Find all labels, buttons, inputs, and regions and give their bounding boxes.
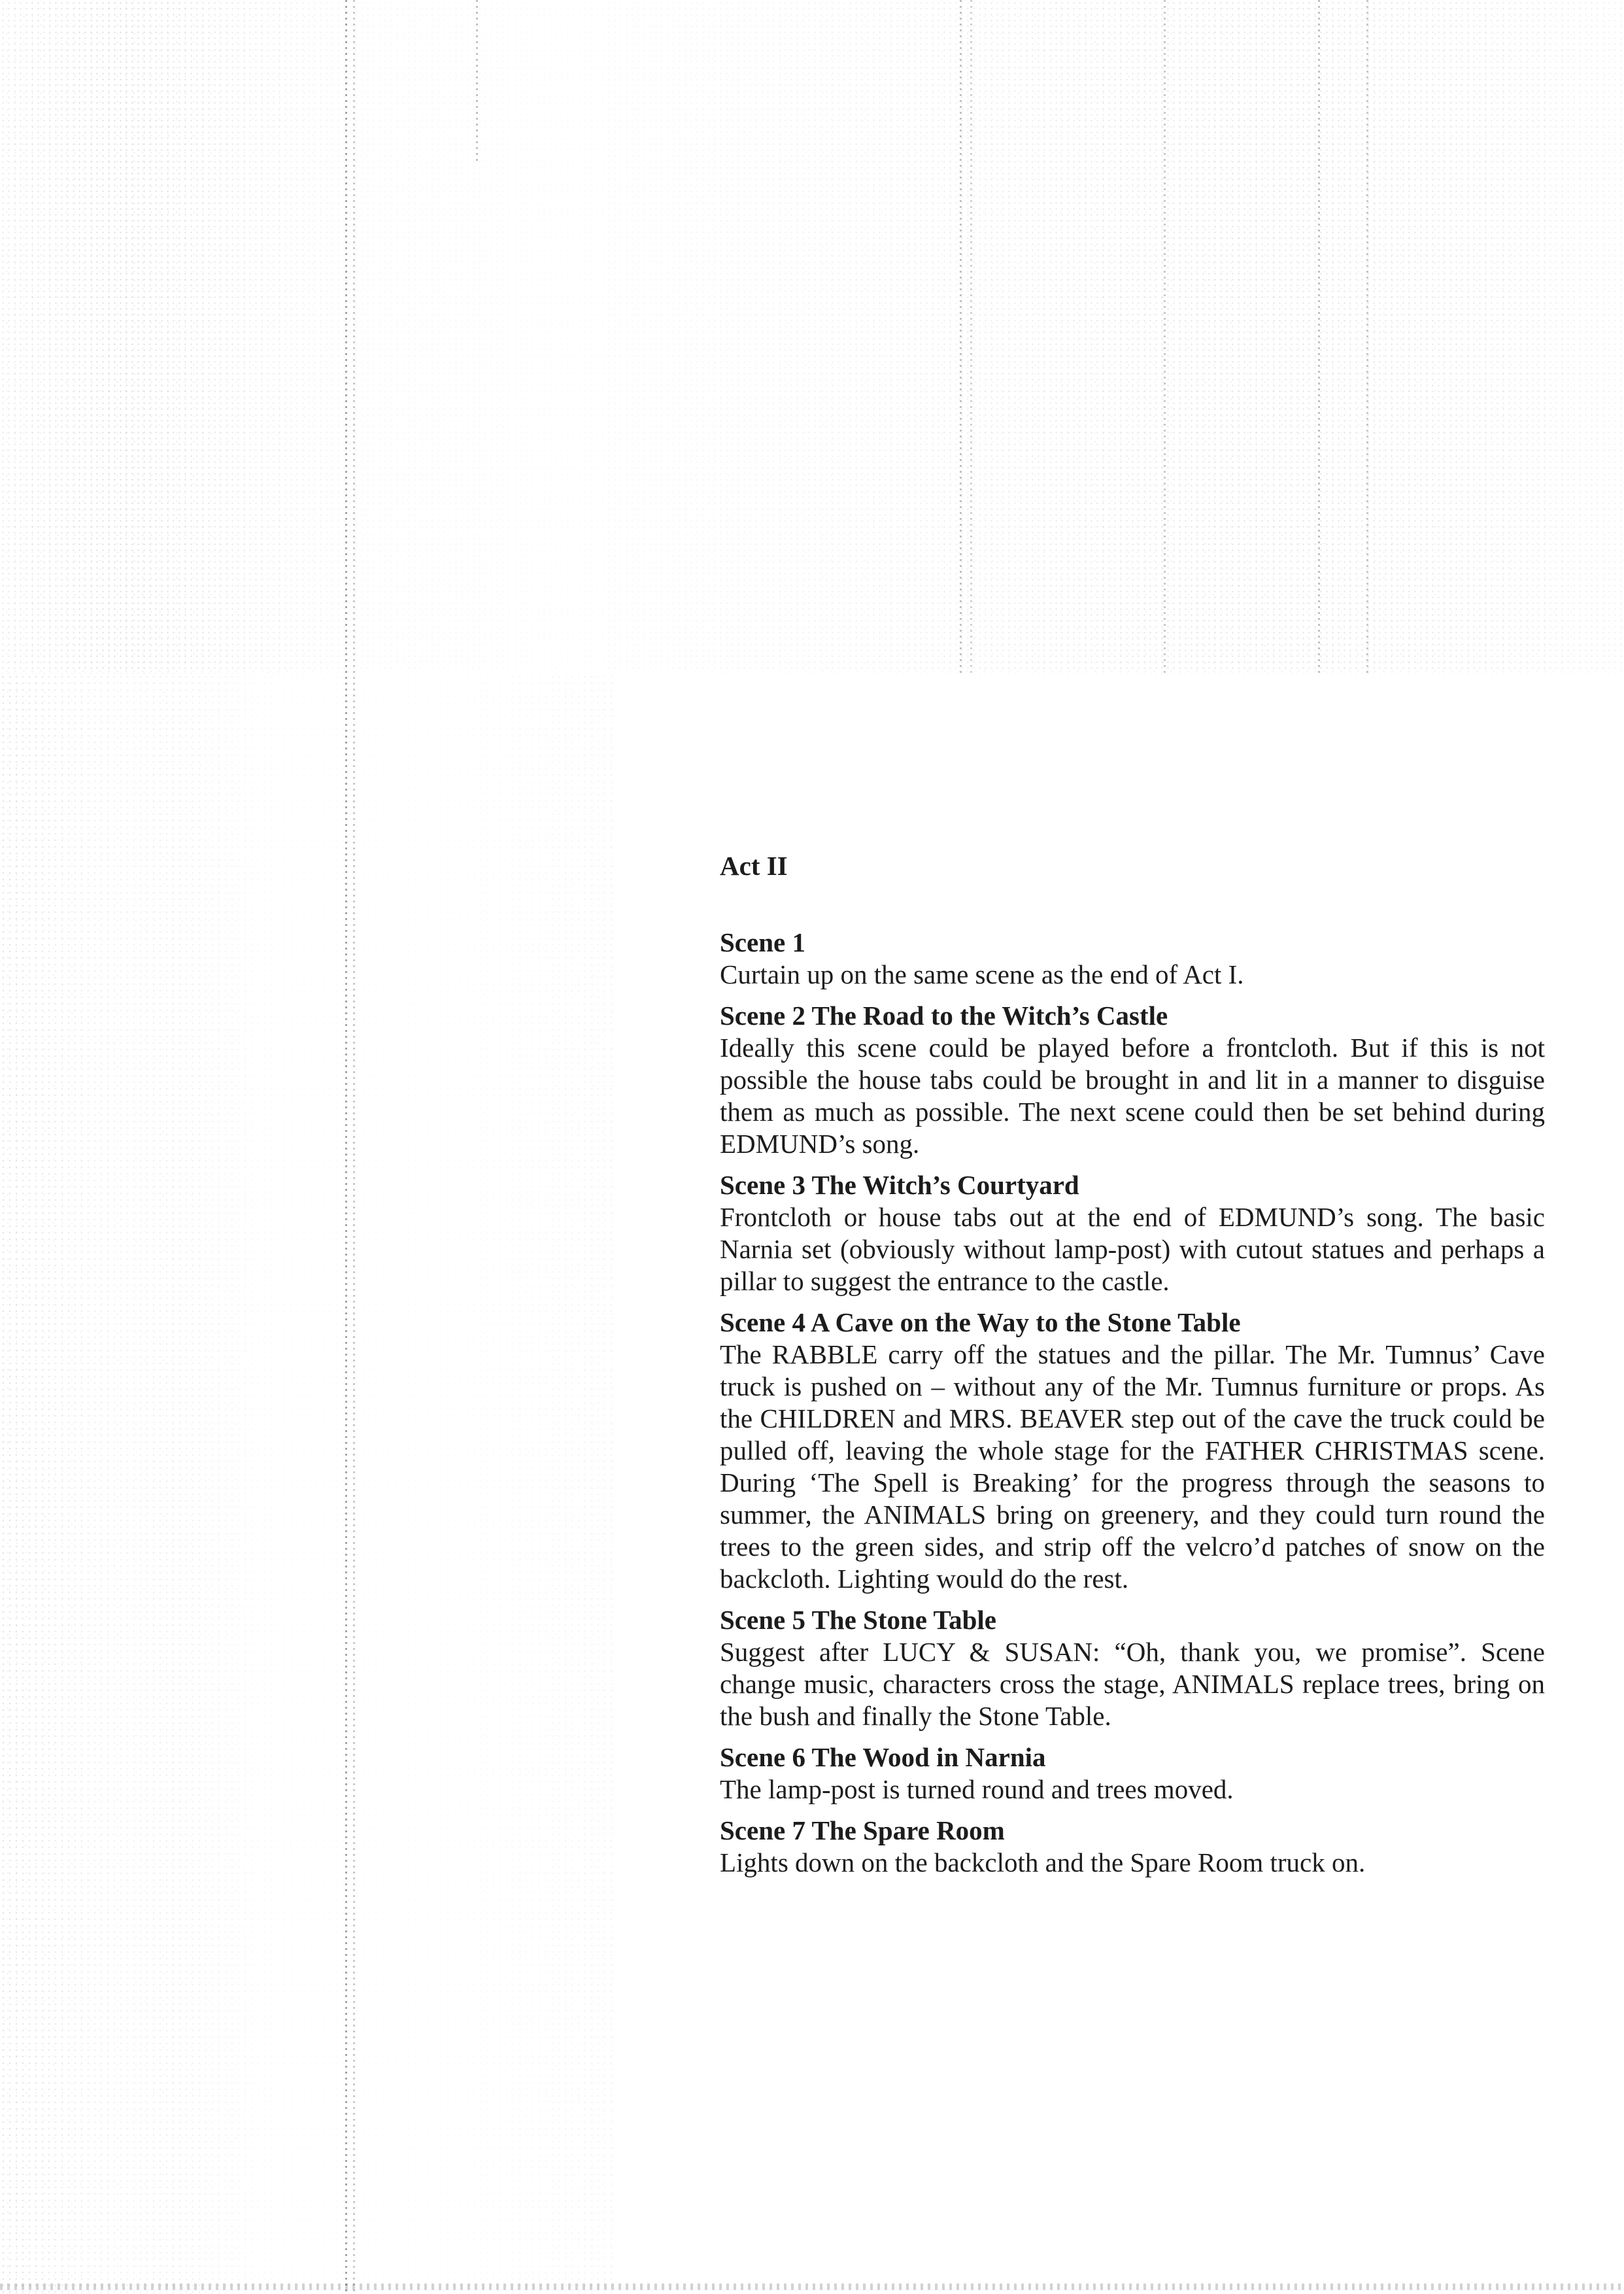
- scan-noise-top: [0, 0, 1624, 674]
- scene-heading: Scene 4 A Cave on the Way to the Stone Table: [720, 1307, 1241, 1337]
- document-body: [720, 850, 1545, 1888]
- scan-streak: [1318, 0, 1320, 674]
- act-title: Act II: [720, 851, 788, 881]
- scan-streak: [1366, 0, 1368, 674]
- scan-streak: [353, 0, 355, 2294]
- scene-7: [720, 1815, 1545, 1879]
- scene-4: [720, 1307, 1545, 1595]
- scene-body: Ideally this scene could be played before a frontcloth. But if this is not possible the house tabs could be brought in and lit in a manner to disguise them as much as possible. The next scene could then be set behind during EDMUND’s song.: [720, 1033, 1545, 1159]
- scene-3: [720, 1169, 1545, 1297]
- scene-body: The RABBLE carry off the statues and the pillar. The Mr. Tumnus’ Cave truck is pushed on – without any of the Mr. Tumnus furniture or props. As the CHILDREN and MRS. BEAVER step out of the cave the truck could be pulled off, leaving the whole stage for the FATHER CHRISTMAS scene. During ‘The Spell is Breaking’ for the progress through the seasons to summer, the ANIMALS bring on greenery, and they could turn round the trees to the green sides, and strip off the velcro’d patches of snow on the backcloth. Lighting would do the rest.: [720, 1339, 1545, 1594]
- scene-5: [720, 1604, 1545, 1732]
- scene-body: Curtain up on the same scene as the end of Act I.: [720, 959, 1244, 989]
- scan-noise-left-fade: [0, 674, 615, 2294]
- scene-1: [720, 927, 1545, 991]
- scan-streak: [345, 0, 347, 2294]
- scan-streak: [970, 0, 972, 674]
- scene-body: Suggest after LUCY & SUSAN: “Oh, thank you, we promise”. Scene change music, characters cross the stage, ANIMALS replace trees, bring on the bush and finally the Stone Table.: [720, 1637, 1545, 1731]
- scene-heading: Scene 6 The Wood in Narnia: [720, 1742, 1046, 1772]
- scene-heading: Scene 7 The Spare Room: [720, 1815, 1005, 1845]
- scene-body: Frontcloth or house tabs out at the end of EDMUND’s song. The basic Narnia set (obviously without lamp-post) with cutout statues and perhaps a pillar to suggest the entrance to the castle.: [720, 1202, 1545, 1296]
- scene-2: [720, 1000, 1545, 1160]
- scene-heading: Scene 5 The Stone Table: [720, 1605, 996, 1635]
- scan-streak: [960, 0, 962, 674]
- scene-6: [720, 1741, 1545, 1806]
- scan-noise-top-fade: [0, 0, 1624, 674]
- scene-heading: Scene 1: [720, 927, 805, 957]
- scan-noise-left: [0, 674, 615, 2294]
- scene-heading: Scene 2 The Road to the Witch’s Castle: [720, 1001, 1168, 1031]
- scene-heading: Scene 3 The Witch’s Courtyard: [720, 1170, 1079, 1200]
- scene-body: Lights down on the backcloth and the Spare Room truck on.: [720, 1847, 1366, 1877]
- scene-body: The lamp-post is turned round and trees moved.: [720, 1774, 1234, 1804]
- scan-streak: [476, 0, 478, 163]
- scan-bottom-edge: [0, 2284, 1624, 2290]
- scan-streak: [1164, 0, 1166, 674]
